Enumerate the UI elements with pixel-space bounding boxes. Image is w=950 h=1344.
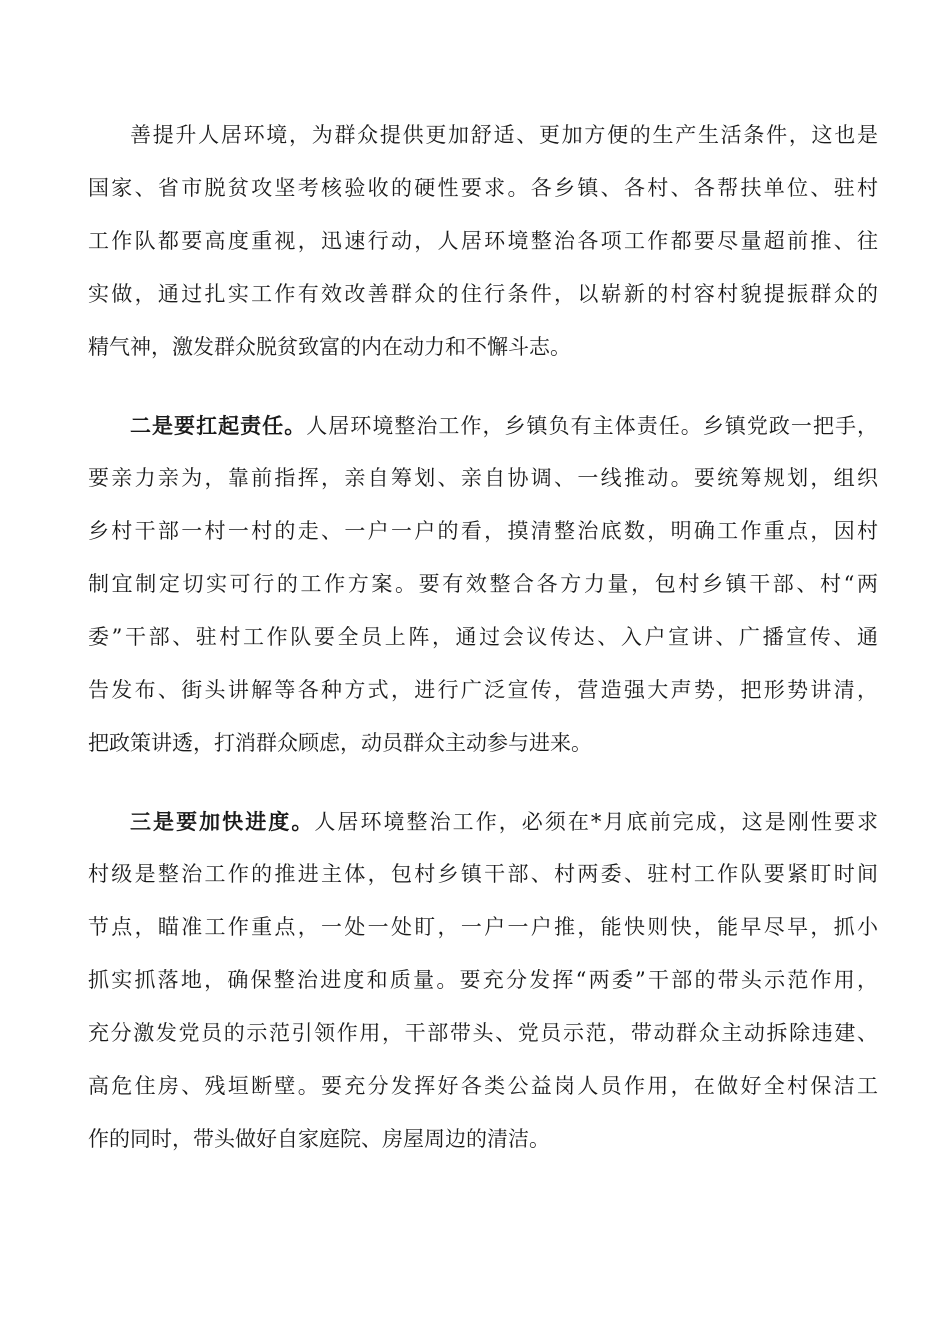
paragraph-3 <box>88 795 878 1166</box>
text-line: 善提升人居环境，为群众提供更加舒适、更加方便的生产生活条件，这也是 <box>130 123 878 147</box>
text-line: 制宜制定切实可行的工作方案。要有效整合各方力量，包村乡镇干部、村“两 <box>88 572 878 596</box>
text-line: 抓实抓落地，确保整治进度和质量。要充分发挥“两委”干部的带头示范作用， <box>88 968 878 992</box>
paragraph-1 <box>88 109 878 374</box>
paragraph-lead-heading: 二是要扛起责任。 <box>130 413 307 438</box>
text-line: 告发布、街头讲解等各种方式，进行广泛宣传，营造强大声势，把形势讲清， <box>88 678 878 702</box>
text-line: 村级是整治工作的推进主体，包村乡镇干部、村两委、驻村工作队要紧盯时间 <box>88 862 878 886</box>
text-line: 充分激发党员的示范引领作用，干部带头、党员示范，带动群众主动拆除违建、 <box>88 1021 878 1045</box>
text-line: 把政策讲透，打消群众顾虑，动员群众主动参与进来。 <box>88 731 592 755</box>
text-line: 国家、省市脱贫攻坚考核验收的硬性要求。各乡镇、各村、各帮扶单位、驻村 <box>88 176 878 200</box>
paragraph-2 <box>88 399 878 770</box>
text-line <box>88 399 878 452</box>
text-line: 要亲力亲为，靠前指挥，亲自筹划、亲自协调、一线推动。要统筹规划，组织 <box>88 466 878 490</box>
text-line <box>88 795 878 848</box>
paragraph-spacer <box>88 374 878 399</box>
text-line: 节点，瞄准工作重点，一处一处盯，一户一户推，能快则快，能早尽早，抓小 <box>88 915 878 939</box>
text-line: 精气神，激发群众脱贫致富的内在动力和不懈斗志。 <box>88 335 571 359</box>
text-line: 工作队都要高度重视，迅速行动，人居环境整治各项工作都要尽量超前推、往 <box>88 229 878 253</box>
document-body <box>88 109 878 1166</box>
text-line: 实做，通过扎实工作有效改善群众的住行条件，以崭新的村容村貌提振群众的 <box>88 282 878 306</box>
text-line: 高危住房、残垣断壁。要充分发挥好各类公益岗人员作用，在做好全村保洁工 <box>88 1074 878 1098</box>
text-line: 作的同时，带头做好自家庭院、房屋周边的清洁。 <box>88 1127 550 1151</box>
text-run: 人居环境整治工作，乡镇负有主体责任。乡镇党政一把手， <box>306 414 879 438</box>
text-line: 乡村干部一村一村的走、一户一户的看，摸清整治底数，明确工作重点，因村 <box>88 519 878 543</box>
text-run: 人居环境整治工作，必须在*月底前完成，这是刚性要求 <box>314 810 878 834</box>
text-line: 委”干部、驻村工作队要全员上阵，通过会议传达、入户宣讲、广播宣传、通 <box>88 625 878 649</box>
paragraph-lead-heading: 三是要加快进度。 <box>130 809 315 834</box>
paragraph-spacer <box>88 770 878 795</box>
